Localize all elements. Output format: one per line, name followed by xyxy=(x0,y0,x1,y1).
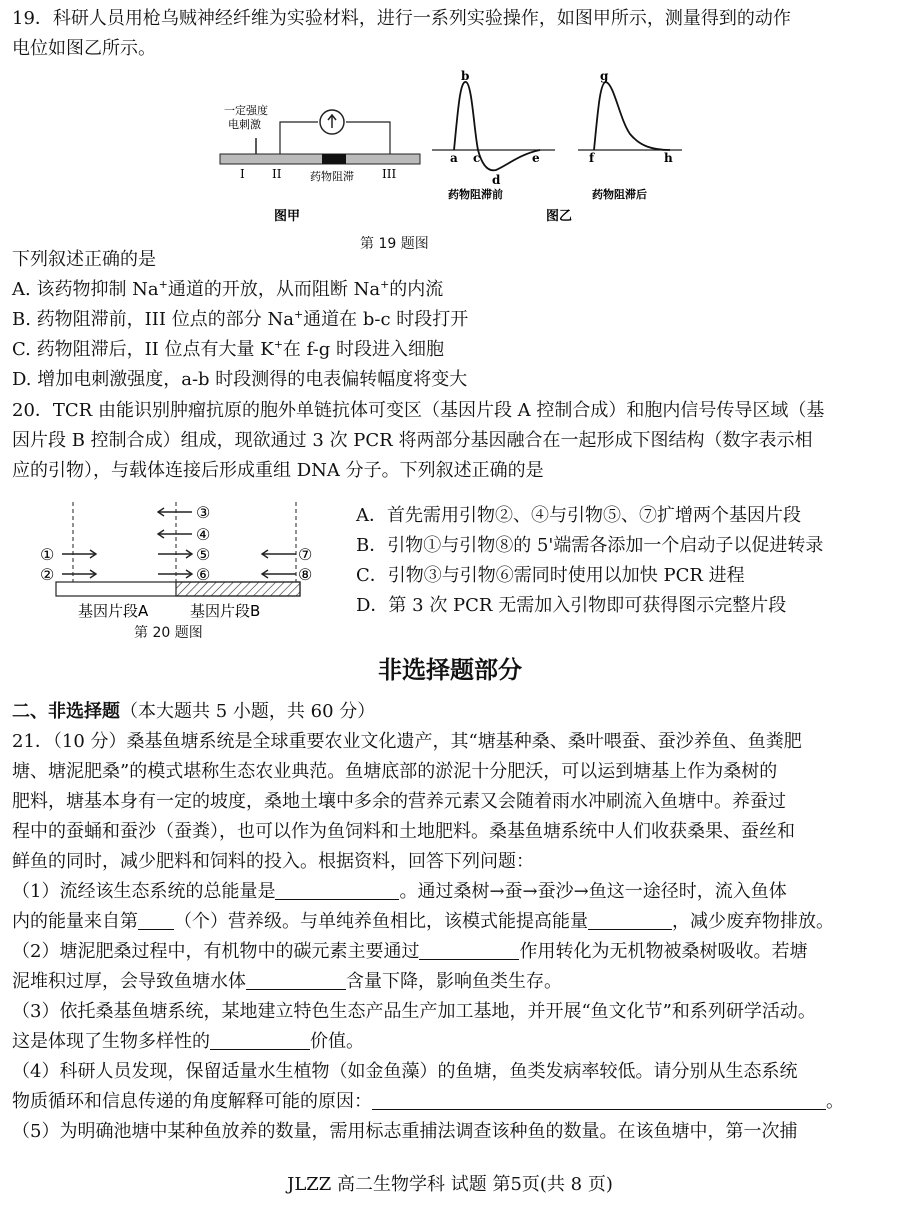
stim-label-1: 一定强度 xyxy=(224,104,268,117)
part2-heading: 二、非选择题（本大题共 5 小题，共 60 分） xyxy=(12,701,376,722)
pt-h: h xyxy=(664,151,673,165)
q19-stem-line-1: 19．科研人员用枪乌贼神经纤维为实验材料，进行一系列实验操作，如图甲所示，测量得到的动作 xyxy=(12,8,791,29)
q19-caption: 第 19 题图 xyxy=(360,236,429,252)
after-label: 药物阻滞后 xyxy=(592,188,647,201)
q21-sub4-line-2: 物质循环和信息传递的角度解释可能的原因： 。 xyxy=(12,1091,844,1112)
pos-III: III xyxy=(382,167,397,181)
q20-stem-line-3: 应的引物），与载体连接后形成重组 DNA 分子。下列叙述正确的是 xyxy=(12,460,544,481)
q20-option-a: A．首先需用引物②、④与引物⑤、⑦扩增两个基因片段 xyxy=(356,505,801,526)
fig-jia-label: 图甲 xyxy=(274,209,301,224)
gene-a-label: 基因片段A xyxy=(78,602,149,620)
q21-sub3-line-1: （3）依托桑基鱼塘系统，某地建立特色生态产品生产加工基地，并开展“鱼文化节”和系列研学活动。 xyxy=(12,1001,816,1022)
q21-sub1-line-2: 内的能量来自第 （个）营养级。与单纯养鱼相比，该模式能提高能量 ，减少废弃物排放。 xyxy=(12,911,834,932)
gene-b-region xyxy=(176,582,300,596)
q20-figure xyxy=(20,498,350,628)
q21-para-3: 肥料，塘基本身有一定的坡度，桑地土壤中多余的营养元素又会随着雨水冲刷流入鱼塘中。养蚕过 xyxy=(12,791,786,812)
pos-II: II xyxy=(272,167,282,181)
primer-4: ④ xyxy=(196,525,211,544)
q19-option-d: D. 增加电刺激强度，a-b 时段测得的电表偏转幅度将变大 xyxy=(12,369,468,390)
drug-block-label: 药物阻滞 xyxy=(310,170,354,183)
blank-total-energy[interactable] xyxy=(275,881,399,900)
pt-d: d xyxy=(492,173,501,187)
q21-sub3-line-2: 这是体现了生物多样性的 价值。 xyxy=(12,1031,364,1052)
q20-option-c: C．引物③与引物⑥需同时使用以加快 PCR 进程 xyxy=(356,565,745,586)
q20-caption: 第 20 题图 xyxy=(134,625,203,641)
q19-option-c: C. 药物阻滞后，II 位点有大量 K+在 f-g 时段进入细胞 xyxy=(12,338,444,360)
q21-sub5-line-1: （5）为明确池塘中某种鱼放养的数量，需用标志重捕法调查该种鱼的数量。在该鱼塘中，第一次捕 xyxy=(12,1121,798,1142)
blank-explanation[interactable] xyxy=(372,1091,826,1110)
q20-stem-line-1: 20．TCR 由能识别肿瘤抗原的胞外单链抗体可变区（基因片段 A 控制合成）和胞内信号传导区域（基 xyxy=(12,400,825,421)
q19-figure xyxy=(210,70,690,255)
q20-figure-svg xyxy=(20,498,350,628)
q19-stem-line-2: 电位如图乙所示。 xyxy=(12,38,156,59)
q19-option-b: B. 药物阻滞前，III 位点的部分 Na+通道在 b-c 时段打开 xyxy=(12,308,469,330)
pt-g: g xyxy=(600,70,609,83)
q20-stem-line-2: 因片段 B 控制合成）组成，现欲通过 3 次 PCR 将两部分基因融合在一起形成下图结构（数字表示相 xyxy=(12,430,813,451)
q21-para-5: 鲜鱼的同时，减少肥料和饲料的投入。根据资料，回答下列问题： xyxy=(12,851,534,872)
q20-option-d: D．第 3 次 PCR 无需加入引物即可获得图示完整片段 xyxy=(356,595,787,616)
pt-e: e xyxy=(532,151,540,165)
primer-8: ⑧ xyxy=(298,565,313,584)
blank-water-content[interactable] xyxy=(246,971,346,990)
q21-sub2-line-2: 泥堆积过厚，会导致鱼塘水体 含量下降，影响鱼类生存。 xyxy=(12,971,562,992)
fig-yi-label: 图乙 xyxy=(546,209,573,224)
blank-trophic-level[interactable] xyxy=(138,911,174,930)
q21-sub2-line-1: （2）塘泥肥桑过程中，有机物中的碳元素主要通过 作用转化为无机物被桑树吸收。若塘 xyxy=(12,941,808,962)
before-label: 药物阻滞前 xyxy=(448,188,503,201)
q21-para-2: 塘、塘泥肥桑”的模式堪称生态农业典范。鱼塘底部的淤泥十分肥沃，可以运到塘基上作为桑树的 xyxy=(12,761,778,782)
q21-sub1-line-1: （1）流经该生态系统的总能量是 。通过桑树→蚕→蚕沙→鱼这一途径时，流入鱼体 xyxy=(12,881,787,902)
stim-label-2: 电刺激 xyxy=(228,118,261,131)
pt-a: a xyxy=(450,151,458,165)
blank-biodiversity-value[interactable] xyxy=(210,1031,310,1050)
action-potential-before xyxy=(454,82,540,170)
primer-2: ② xyxy=(40,565,55,584)
drug-block-region xyxy=(322,154,346,164)
pt-f: f xyxy=(589,151,595,165)
page-footer: JLZZ 高二生物学科 试题 第5页(共 8 页) xyxy=(287,1174,613,1195)
primer-1: ① xyxy=(40,545,55,564)
q20-option-b: B．引物①与引物⑧的 5'端需各添加一个启动子以促进转录 xyxy=(356,535,824,556)
pt-c: c xyxy=(473,151,481,165)
gene-b-label: 基因片段B xyxy=(190,602,261,620)
q21-sub4-line-1: （4）科研人员发现，保留适量水生植物（如金鱼藻）的鱼塘，鱼类发病率较低。请分别从生态系统 xyxy=(12,1061,798,1082)
blank-energy-use[interactable] xyxy=(588,911,672,930)
blank-decomposer-action[interactable] xyxy=(419,941,519,960)
q19-prompt: 下列叙述正确的是 xyxy=(12,249,156,270)
nerve-fiber xyxy=(220,154,420,164)
primer-5: ⑤ xyxy=(196,545,211,564)
primer-6: ⑥ xyxy=(196,565,211,584)
pos-I: I xyxy=(240,167,245,181)
primer-7: ⑦ xyxy=(298,545,313,564)
pt-b: b xyxy=(461,70,470,83)
q19-option-a: A. 该药物抑制 Na+通道的开放，从而阻断 Na+的内流 xyxy=(12,278,444,300)
action-potential-after xyxy=(594,82,670,150)
q19-figure-svg xyxy=(210,70,690,255)
primer-3: ③ xyxy=(196,503,211,522)
q21-para-1: 21．（10 分）桑基鱼塘系统是全球重要农业文化遗产，其“塘基种桑、桑叶喂蚕、蚕沙养鱼、鱼粪肥 xyxy=(12,731,802,752)
q21-para-4: 程中的蚕蛹和蚕沙（蚕粪），也可以作为鱼饲料和土地肥料。桑基鱼塘系统中人们收获桑果、蚕丝和 xyxy=(12,821,795,842)
section-title: 非选择题部分 xyxy=(378,656,522,684)
